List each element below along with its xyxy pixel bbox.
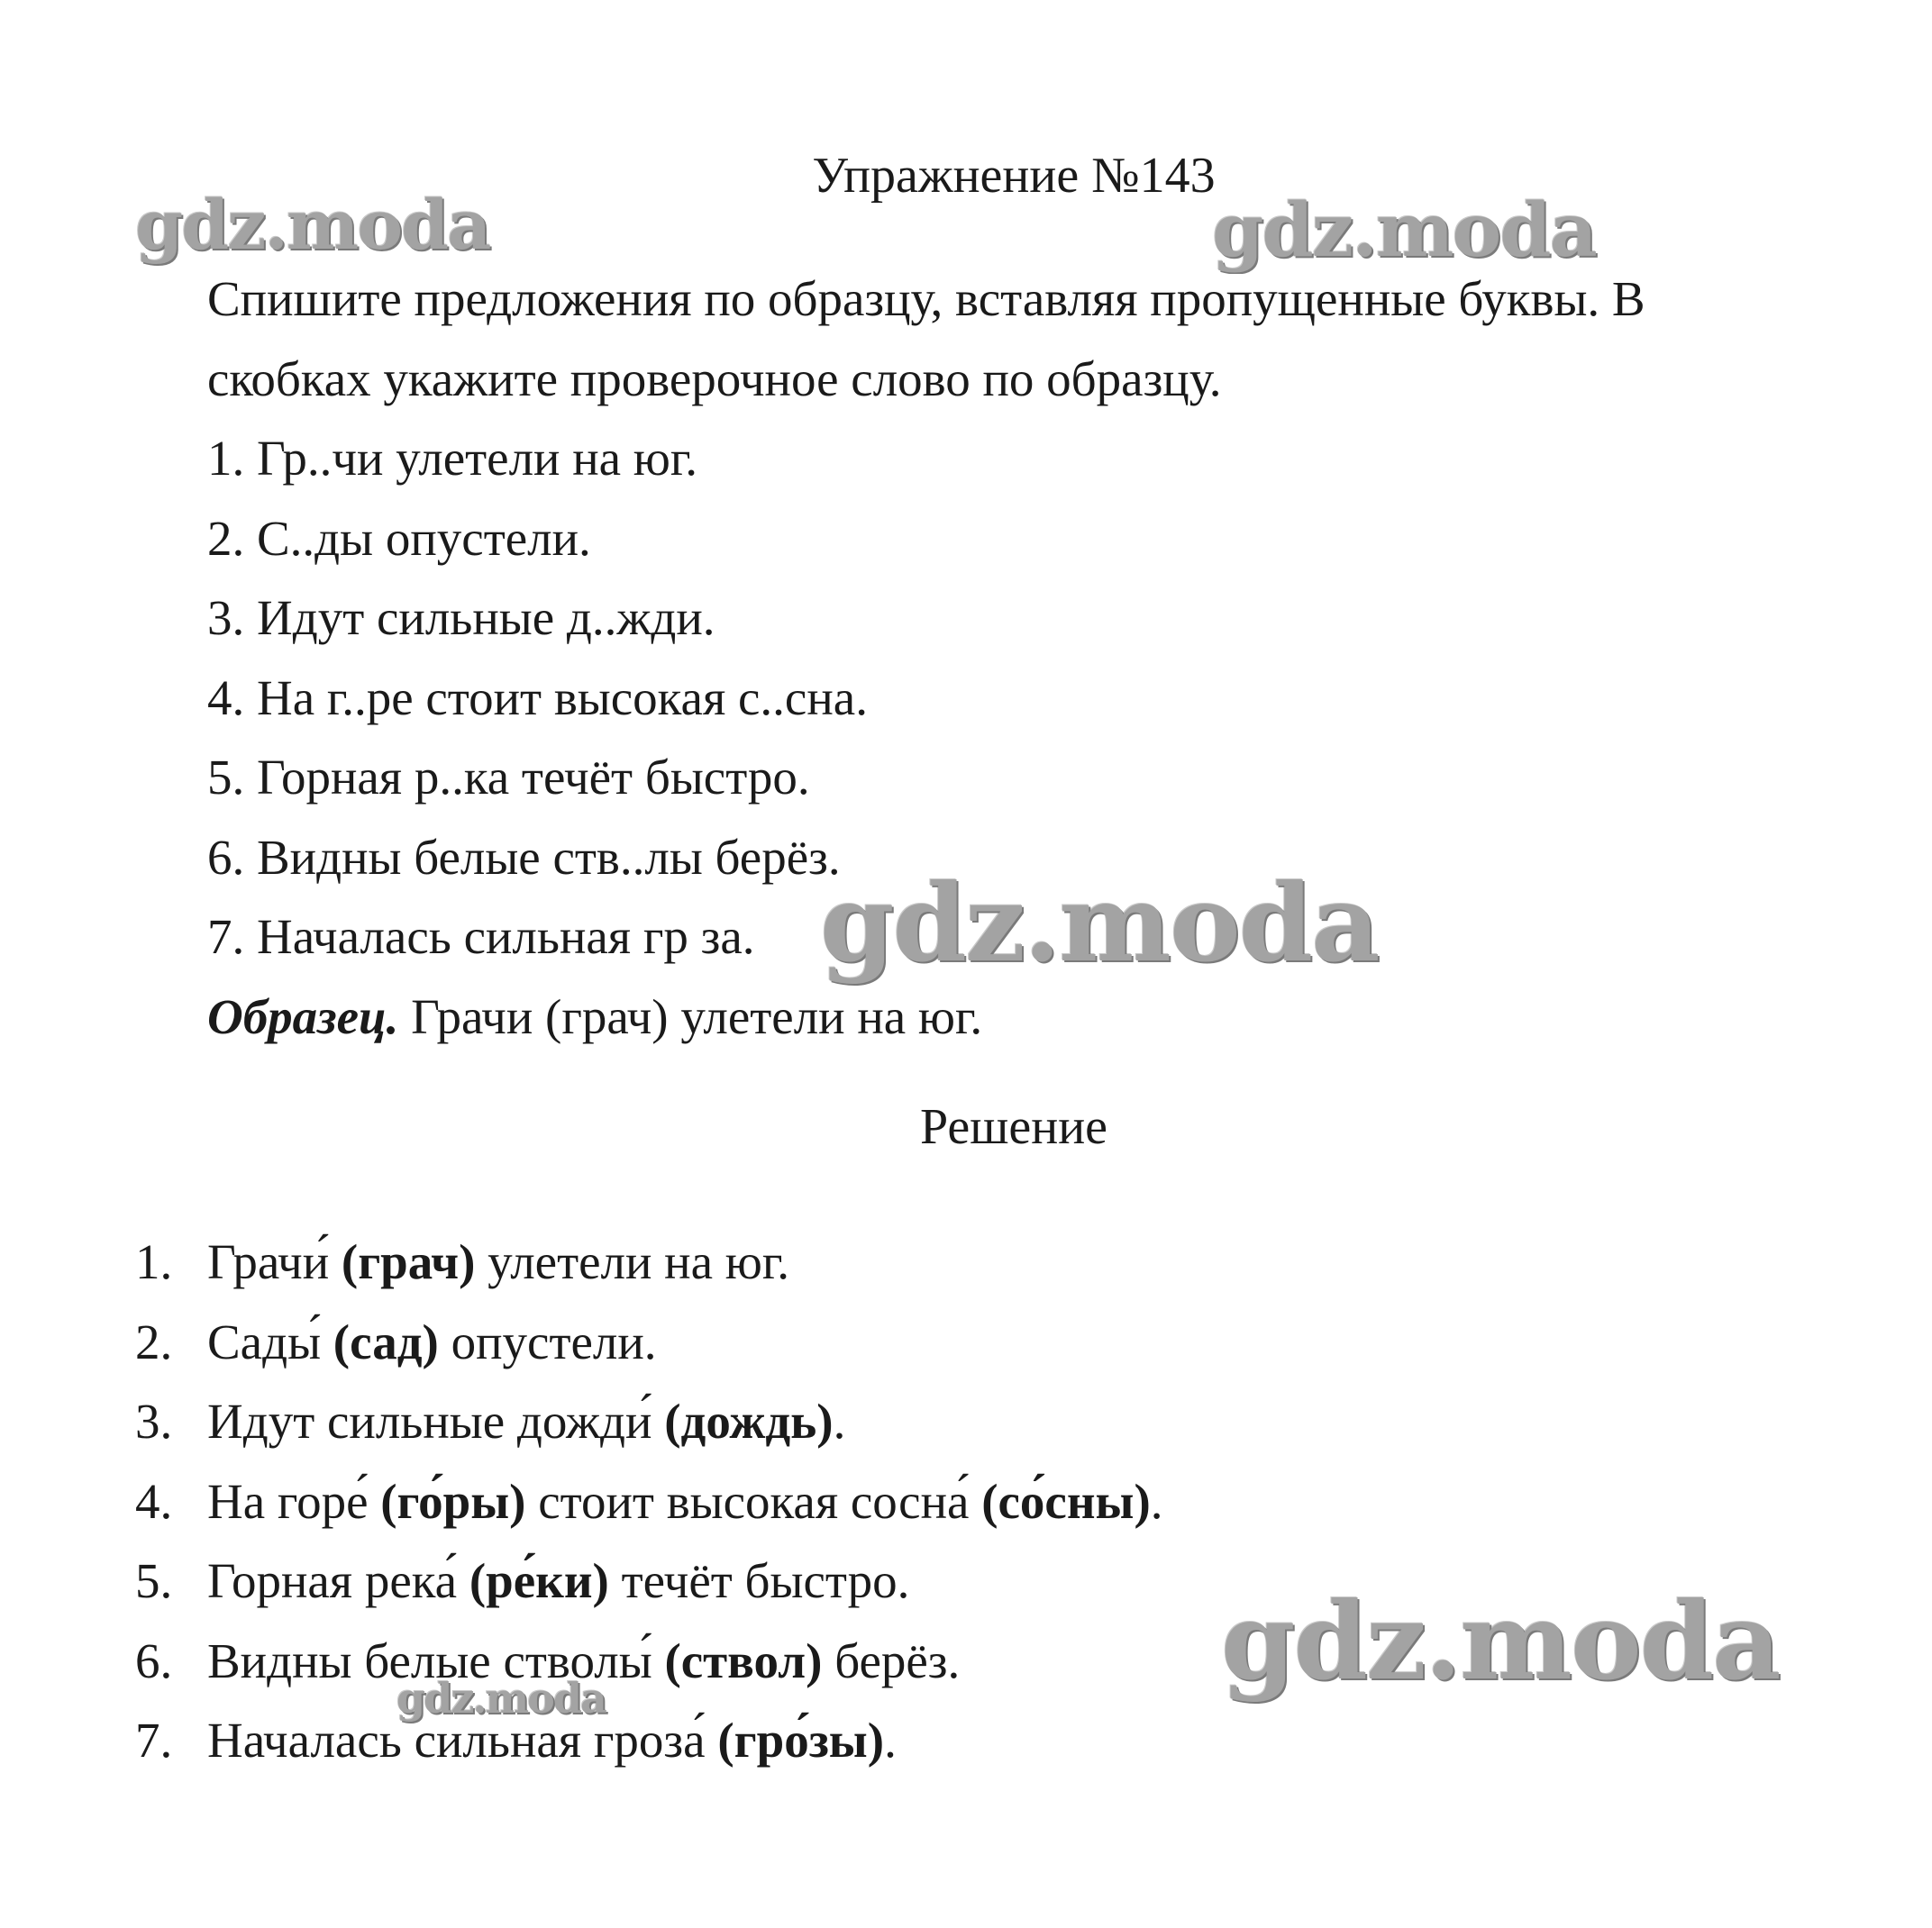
check-word: (ствол) bbox=[664, 1632, 823, 1688]
check-word: (грач) bbox=[341, 1234, 476, 1289]
answer-word: Идут сильные дожди́ bbox=[207, 1394, 665, 1449]
task-item-3: 3. Идут сильные д..жди. bbox=[207, 590, 715, 645]
check-word: (дождь) bbox=[664, 1394, 834, 1449]
answer-row bbox=[135, 1303, 1757, 1383]
sample-label: Образец. bbox=[207, 988, 399, 1044]
answer-number: 3. bbox=[135, 1394, 173, 1449]
check-word: (ре́ки) bbox=[469, 1553, 609, 1608]
watermark-logo: gdz.moda bbox=[1221, 1578, 1780, 1704]
watermark-logo: gdz.moda bbox=[396, 1674, 606, 1723]
answer-rest: . bbox=[884, 1713, 897, 1768]
answer-text bbox=[207, 1382, 845, 1462]
answer-row bbox=[135, 1223, 1757, 1303]
answer-rest: . bbox=[833, 1394, 846, 1449]
answer-rest: берёз. bbox=[822, 1632, 961, 1688]
answer-number: 2. bbox=[135, 1314, 173, 1369]
answer-row bbox=[135, 1701, 1757, 1781]
answer-rest: течёт быстро. bbox=[608, 1553, 910, 1608]
check-word-2: (со́сны) bbox=[981, 1473, 1151, 1529]
instruction-line-2: скобках укажите проверочное слово по образцу. bbox=[207, 350, 1222, 406]
answer-row bbox=[135, 1622, 1757, 1702]
task-item-6: 6. Видны белые ств..лы берёз. bbox=[207, 829, 841, 885]
task-item-7: 7. Началась сильная гр за. bbox=[207, 909, 755, 964]
answer-rest: опустели. bbox=[438, 1314, 657, 1369]
answer-text bbox=[207, 1541, 909, 1622]
answer-text bbox=[207, 1622, 960, 1702]
check-word: (гро́зы) bbox=[717, 1713, 885, 1768]
watermark-logo: gdz.moda bbox=[1212, 187, 1596, 274]
sample-line bbox=[207, 978, 1793, 1058]
task-item-4: 4. На г..ре стоит высокая с..сна. bbox=[207, 669, 868, 725]
answer-number: 6. bbox=[135, 1632, 173, 1688]
watermark-logo: gdz.moda bbox=[820, 860, 1379, 986]
task-block bbox=[207, 259, 1793, 1057]
task-item-5: 5. Горная р..ка течёт быстро. bbox=[207, 750, 810, 805]
task-item-2: 2. С..ды опустели. bbox=[207, 510, 591, 566]
answer-word: Видны белые стволы́ bbox=[207, 1632, 665, 1688]
answer-row bbox=[135, 1462, 1757, 1542]
solution-title: Решение bbox=[919, 1099, 1108, 1155]
answer-word: Грачи́ bbox=[207, 1234, 342, 1289]
instruction-line-1: Спишите предложения по образцу, вставляя пропущенные буквы. В bbox=[207, 271, 1645, 326]
answer-number: 7. bbox=[135, 1713, 173, 1768]
answer-rest-2: . bbox=[1150, 1473, 1163, 1529]
check-word: (сад) bbox=[333, 1314, 439, 1369]
answer-number: 4. bbox=[135, 1473, 173, 1529]
answer-row bbox=[135, 1541, 1757, 1622]
answers-list bbox=[135, 1223, 1757, 1781]
answer-number: 1. bbox=[135, 1234, 173, 1289]
answer-text bbox=[207, 1303, 657, 1383]
answer-word: Сады́ bbox=[207, 1314, 333, 1369]
answer-text bbox=[207, 1223, 789, 1303]
answer-word: На горе́ bbox=[207, 1473, 381, 1529]
answer-number: 5. bbox=[135, 1553, 173, 1608]
answer-text bbox=[207, 1701, 897, 1781]
sample-text: Грачи (грач) улетели на юг. bbox=[398, 988, 983, 1044]
answer-word: Началась сильная гроза́ bbox=[207, 1713, 718, 1768]
check-word: (го́ры) bbox=[380, 1473, 526, 1529]
answer-text bbox=[207, 1462, 1163, 1542]
task-item-1: 1. Гр..чи улетели на юг. bbox=[207, 431, 697, 486]
answer-word: Горная река́ bbox=[207, 1553, 469, 1608]
exercise-title: Упражнение №143 bbox=[812, 148, 1216, 204]
answer-row bbox=[135, 1382, 1757, 1462]
watermark-logo: gdz.moda bbox=[135, 185, 490, 265]
answer-rest: стоит высокая сосна́ bbox=[525, 1473, 982, 1529]
answer-rest: улетели на юг. bbox=[475, 1234, 789, 1289]
